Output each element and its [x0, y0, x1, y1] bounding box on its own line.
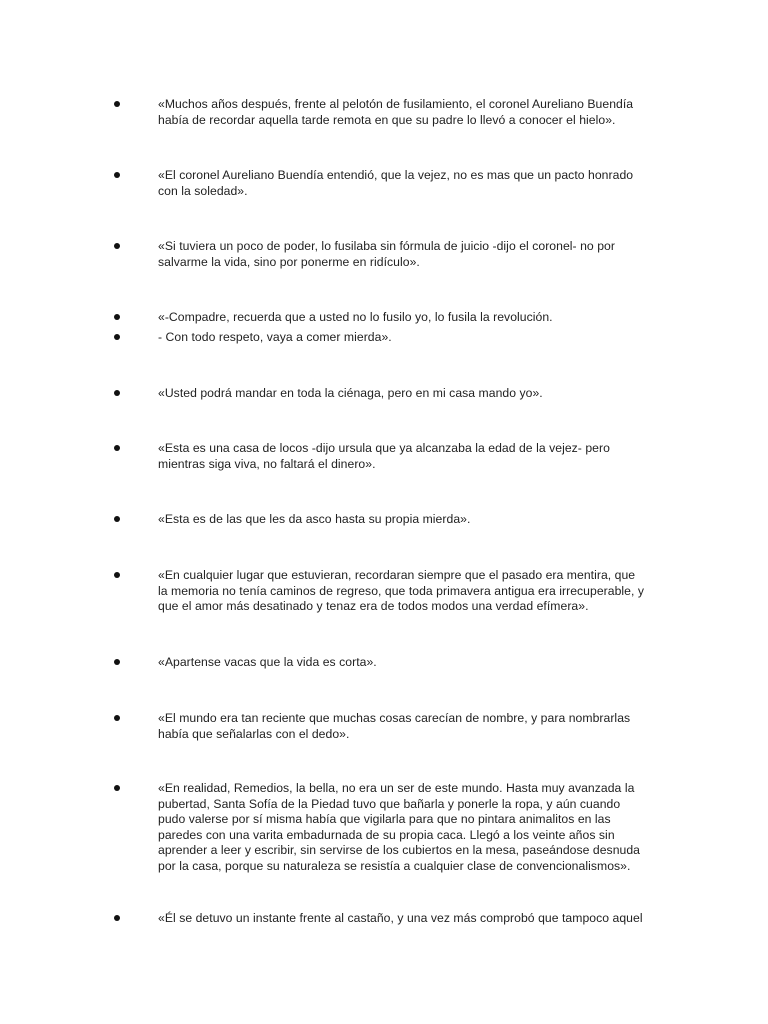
- list-item: [114, 711, 660, 742]
- list-item: [114, 330, 660, 346]
- list-item: [114, 168, 660, 199]
- list-item: [114, 655, 660, 671]
- bullet-icon: [114, 915, 120, 921]
- quote-text: «En cualquier lugar que estuvieran, recordaran siempre que el pasado era mentira, que la memoria no tenía caminos de regreso, que toda primavera antigua era irrecuperable, y que el amor más desatinado y tenaz era de todos modos una verdad efímera».: [158, 568, 645, 614]
- quote-text: - Con todo respeto, vaya a comer mierda».: [158, 330, 392, 344]
- list-item: [114, 568, 660, 615]
- list-item: [114, 512, 660, 528]
- list-item: [114, 441, 660, 472]
- bullet-icon: [114, 572, 120, 578]
- list-item: [114, 97, 660, 128]
- bullet-icon: [114, 445, 120, 451]
- bullet-icon: [114, 516, 120, 522]
- quote-text: «Muchos años después, frente al pelotón de fusilamiento, el coronel Aureliano Buendía había de recordar aquella tarde remota en que su padre lo llevó a conocer el hielo».: [158, 97, 634, 127]
- list-item: [114, 386, 660, 402]
- bullet-icon: [114, 785, 120, 791]
- quote-text: «Él se detuvo un instante frente al castaño, y una vez más comprobó que tampoco aquel: [158, 911, 643, 925]
- bullet-icon: [114, 243, 120, 249]
- quote-text: «El mundo era tan reciente que muchas cosas carecían de nombre, y para nombrarlas había que señalarlas con el dedo».: [158, 711, 631, 741]
- quote-text: «-Compadre, recuerda que a usted no lo fusilo yo, lo fusila la revolución.: [158, 310, 553, 324]
- bullet-icon: [114, 101, 120, 107]
- quote-text: «El coronel Aureliano Buendía entendió, que la vejez, no es mas que un pacto honrado con la soledad».: [158, 168, 634, 198]
- list-item: [114, 310, 660, 326]
- quote-text: «Usted podrá mandar en toda la ciénaga, pero en mi casa mando yo».: [158, 386, 543, 400]
- bullet-icon: [114, 314, 120, 320]
- quote-text: «En realidad, Remedios, la bella, no era un ser de este mundo. Hasta muy avanzada la pubertad, Santa Sofía de la Piedad tuvo que bañarla y ponerle la ropa, y aún cuando pudo valerse por sí misma había que vigilarla para que no pintara animalitos en las paredes con una varita embadurnada de su propia caca. Llegó a los veinte años sin aprender a leer y escribir, sin servirse de los cubiertos en la mesa, paseándose desnuda por la casa, porque su naturaleza se resistía a cualquier clase de convencionalismos».: [158, 781, 641, 873]
- list-item: [114, 911, 660, 927]
- list-item: [114, 239, 660, 270]
- bullet-icon: [114, 334, 120, 340]
- bullet-icon: [114, 390, 120, 396]
- quote-text: «Esta es una casa de locos -dijo ursula que ya alcanzaba la edad de la vejez- pero mientras siga viva, no faltará el dinero».: [158, 441, 610, 471]
- bullet-icon: [114, 172, 120, 178]
- list-item: [114, 781, 660, 875]
- quote-text: «Esta es de las que les da asco hasta su propia mierda».: [158, 512, 471, 526]
- quote-text: «Apartense vacas que la vida es corta».: [158, 655, 377, 669]
- bullet-icon: [114, 659, 120, 665]
- bullet-icon: [114, 715, 120, 721]
- quote-text: «Si tuviera un poco de poder, lo fusilaba sin fórmula de juicio -dijo el coronel- no por salvarme la vida, sino por ponerme en ridículo».: [158, 239, 615, 269]
